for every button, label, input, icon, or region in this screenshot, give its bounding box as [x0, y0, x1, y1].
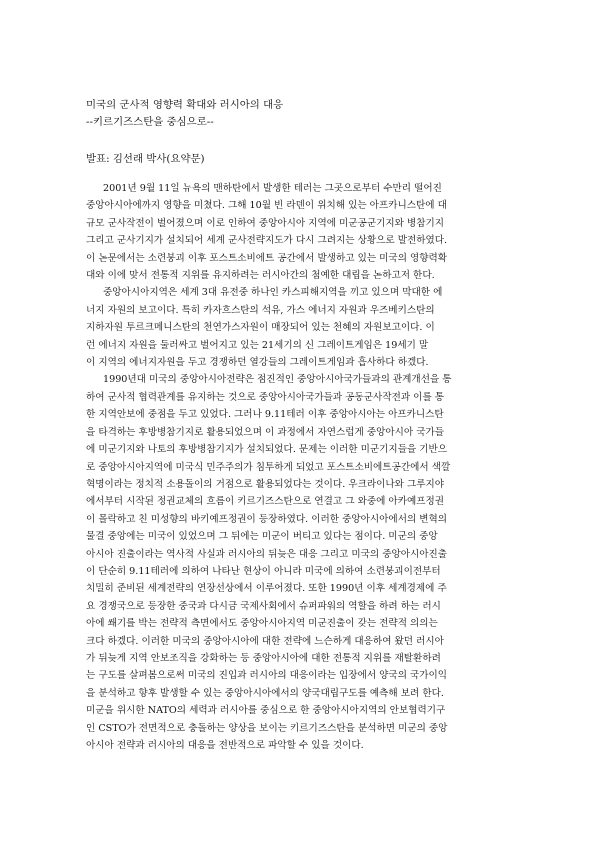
text-line: 을 타격하는 후방병참기지로 활용되었으며 이 과정에서 자연스럽게 중앙아시아 국가들: [86, 426, 445, 438]
body-text: [86, 180, 512, 754]
text-line: 중앙아시아에까지 영향을 미쳤다. 그해 10월 빈 라덴이 위치해 있는 아프카니스탄에 대: [86, 200, 447, 212]
text-line: 이 논문에서는 소련붕괴 이후 포스트소비에트 공간에서 발생하고 있는 미국의 영향력확: [86, 252, 448, 264]
document-subtitle: --키르기즈스탄을 중심으로--: [86, 116, 214, 128]
text-line: 이 몰락하고 친 미성향의 바키예프정권이 등장하였다. 이러한 중앙아시아에서의 변혁의: [86, 513, 448, 525]
text-line: 이 지역의 에너지자원을 두고 경쟁하던 열강들의 그레이트게임과 흡사하다 하겠다.: [86, 357, 429, 369]
text-line: 아에 쐐기를 박는 전략적 측면에서도 중앙아시아지역 미군진출이 갖는 전략적 의의는: [86, 618, 438, 630]
text-line: 지하자원 투르크메니스탄의 천연가스자원이 매장되어 있는 천혜의 자원보고이다. 이: [86, 322, 435, 334]
text-line: 하여 군사적 협력관계를 유지하는 것으로 중앙아시아국가들과 공동군사작전과 이를 통: [86, 391, 445, 403]
paragraph: [86, 180, 512, 284]
text-line: 에서부터 시작된 정권교체의 흐름이 키르기즈스탄으로 연결고 그 와중에 아카예프정권: [86, 496, 445, 508]
text-line: 이 단순히 9.11테러에 의하여 나타난 현상이 아니라 미국에 의하여 소련붕괴이전부터: [86, 565, 441, 577]
text-line: 치밀히 준비된 세계전략의 연장선상에서 이루어졌다. 또한 1990년 이후 세계경제에 주: [86, 583, 447, 595]
paragraph: [86, 371, 512, 754]
text-line: 규모 군사작전이 벌어졌으며 이로 인하여 중앙아시아 지역에 미군공군기지와 병참기지: [86, 217, 445, 229]
document-title: 미국의 군사적 영향력 확대와 러시아의 대응: [86, 99, 284, 111]
text-line: 너지 자원의 보고이다. 특히 카자흐스탄의 석유, 가스 에너지 자원과 우즈베키스탄의: [86, 304, 435, 316]
text-line: 을 분석하고 향후 발생할 수 있는 중앙아시아에서의 양국대립구도를 예측해 보려 한다.: [86, 687, 444, 699]
text-line: 2001년 9월 11일 뉴욕의 맨하탄에서 발생한 테러는 그곳으로부터 수만리 떨어진: [103, 183, 442, 194]
text-line: 1990년대 미국의 중앙아시아전략은 점진적인 중앙아시아국가들과의 관계개선을 통: [103, 374, 452, 386]
paragraph: [86, 284, 512, 371]
text-line: 로 중앙아시아지역에 미국식 민주주의가 침투하게 되었고 포스트소비에트공간에서 색깔: [86, 461, 451, 473]
text-line: 요 경쟁국으로 등장한 중국과 다시금 국제사회에서 슈퍼파워의 역할을 하려 하는 러시: [86, 600, 441, 612]
text-line: 아시아 전략과 러시아의 대응을 전반적으로 파악할 수 있을 것이다.: [86, 740, 364, 751]
text-line: 한 지역안보에 중점을 두고 있었다. 그러나 9.11테러 이후 중앙아시아는 아프카니스탄: [86, 409, 444, 421]
text-line: 런 에너지 자원을 둘러싸고 벌어지고 있는 21세기의 신 그레이트게임은 19세기 말: [86, 339, 429, 351]
text-line: 는 구도를 살펴봄으로써 미국의 진입과 러시아의 대응이라는 입장에서 양국의 국가이익: [86, 670, 448, 682]
text-line: 물결 중앙에는 미국이 있었으며 그 뒤에는 미군이 버티고 있다는 점이다. 미군의 중앙: [86, 531, 438, 543]
text-line: 에 미군기지와 나토의 후방병참기지가 설치되었다. 문제는 이러한 미군기지들을 기반으: [86, 444, 448, 456]
text-line: 혁명이라는 정치적 소용돌이의 거점으로 활용되었다는 것이다. 우크라이나와 그루지야: [86, 478, 445, 490]
title-block: [86, 97, 516, 131]
text-line: 아시아 진출이라는 역사적 사실과 러시아의 뒤늦은 대응 그리고 미국의 중앙아시아진출: [86, 548, 448, 560]
text-line: 그리고 군사기지가 설치되어 세계 군사전략지도가 다시 그려지는 상황으로 발전하였다.: [86, 235, 448, 247]
text-line: 미군을 위시한 NATO의 세력과 러시아를 중심으로 한 중앙아시아지역의 안보협력기구: [86, 705, 446, 717]
text-line: 가 뒤늦게 지역 안보조직을 강화하는 등 중앙아시아에 대한 전통적 지위를 재탈환하려: [86, 652, 441, 664]
text-line: 크다 하겠다. 이러한 미국의 중앙아시아에 대한 전략에 느슨하게 대응하여 왔던 러시아: [86, 635, 444, 647]
text-line: 중앙아시아지역은 세계 3대 유전중 하나인 카스피해지역을 끼고 있으며 막대한 에: [103, 287, 443, 299]
text-line: 대와 이에 맞서 전통적 지위를 유지하려는 러시아간의 첨예한 대립을 논하고저 한다.: [86, 270, 435, 282]
text-line: 인 CSTO가 전면적으로 충돌하는 양상을 보이는 키르기즈스탄을 분석하면 미군의 중앙: [86, 722, 448, 734]
presenter-line: 발표: 김선래 박사(요약문): [86, 153, 205, 165]
